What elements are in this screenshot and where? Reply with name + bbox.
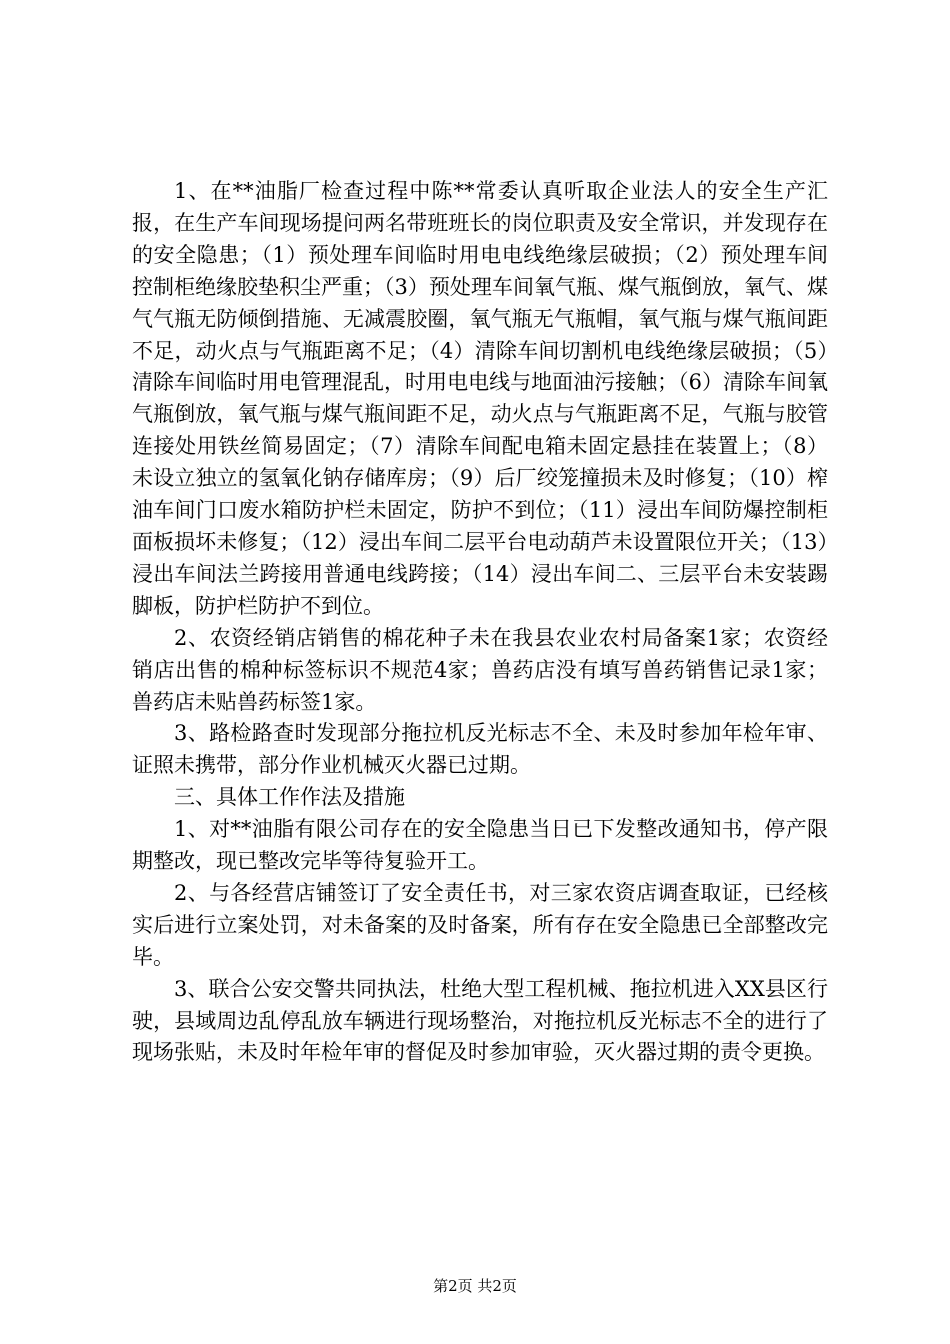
paragraph-findings-agri-stores: 2、农资经销店销售的棉花种子未在我县农业农村局备案1家；农资经销店出售的棉种标签标识不规范4家；兽药店没有填写兽药销售记录1家；兽药店未贴兽药标签1家。 [132,625,828,714]
page-footer: 第2页 共2页 [433,1277,517,1295]
paragraph-measure-traffic: 3、联合公安交警共同执法，杜绝大型工程机械、拖拉机进入XX县区行驶，县域周边乱停乱放车辆进行现场整治，对拖拉机反光标志不全的进行了现场张贴，未及时年检年审的督促及时参加审验，灭火器过期的责令更换。 [132,976,828,1065]
document-body [132,176,828,1069]
paragraph-measure-stores: 2、与各经营店铺签订了安全责任书，对三家农资店调查取证，已经核实后进行立案处罚，对未备案的及时备案，所有存在安全隐患已全部整改完毕。 [132,880,828,969]
paragraph-measure-oil-plant: 1、对**油脂有限公司存在的安全隐患当日已下发整改通知书，停产限期整改，现已整改完毕等待复验开工。 [132,817,828,874]
paragraph-findings-oil-plant: 1、在**油脂厂检查过程中陈**常委认真听取企业法人的安全生产汇报，在生产车间现场提问两名带班班长的岗位职责及安全常识，并发现存在的安全隐患；（1）预处理车间临时用电电线绝缘层破损；（2）预处理车间控制柜绝缘胶垫积尘严重；（3）预处理车间氧气瓶、煤气瓶倒放，氧气、煤气气瓶无防倾倒措施、无减震胶圈，氧气瓶无气瓶帽，氧气瓶与煤气瓶间距不足，动火点与气瓶距离不足；（4）清除车间切割机电线绝缘层破损；（5）清除车间临时用电管理混乱，时用电电线与地面油污接触；（6）清除车间氧气瓶倒放，氧气瓶与煤气瓶间距不足，动火点与气瓶距离不足，气瓶与胶管连接处用铁丝简易固定；（7）清除车间配电箱未固定悬挂在装置上；（8）未设立独立的氢氧化钠存储库房；（9）后厂绞笼撞损未及时修复；（10）榨油车间门口废水箱防护栏未固定，防护不到位；（11）浸出车间防爆控制柜面板损坏未修复；（12）浸出车间二层平台电动葫芦未设置限位开关；（13）浸出车间法兰跨接用普通电线跨接；（14）浸出车间二、三层平台未安装踢脚板，防护栏防护不到位。 [132,179,828,618]
section-heading-measures: 三、具体工作作法及措施 [174,785,405,810]
paragraph-findings-road-check: 3、路检路查时发现部分拖拉机反光标志不全、未及时参加年检年审、证照未携带，部分作业机械灭火器已过期。 [132,721,828,778]
